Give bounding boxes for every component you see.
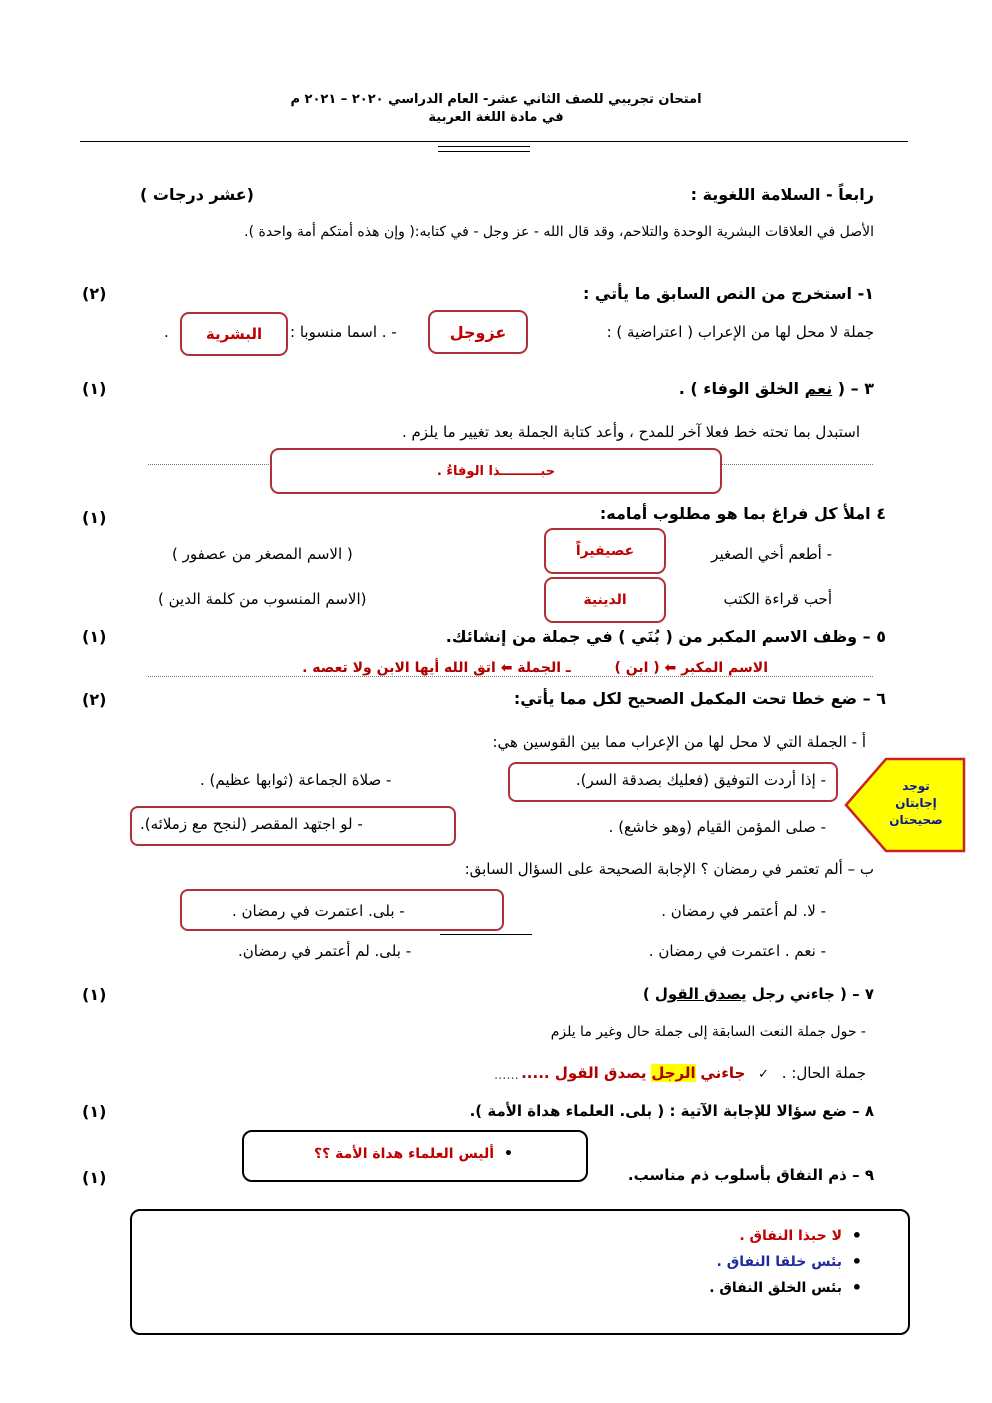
- q3-answer: حبـــــــــذا الوفاءُ .: [436, 463, 556, 479]
- q4-answer2-box: [544, 577, 666, 623]
- section-marks: (عشر درجات ): [140, 185, 254, 204]
- q3-title: [679, 379, 874, 398]
- q3-title-underlined: نعم: [804, 379, 833, 398]
- q5-answer-label2: ـ الجملة: [517, 660, 571, 676]
- q3-title-pre: ٣ – (: [837, 379, 874, 398]
- q6-a-option-2: - صلاة الجماعة (ثوابها عظيم) .: [200, 771, 392, 789]
- q8-answer: [314, 1146, 513, 1162]
- q7-title-underlined: يصدق القول: [654, 985, 747, 1003]
- q6-a-prompt: أ - الجملة التي لا محل لها من الإعراب مما بين القوسين هي:: [492, 733, 866, 751]
- q4-hint2: (الاسم المنسوب من كلمة الدين ): [158, 590, 367, 608]
- q1-answer-b-box: [180, 312, 288, 356]
- q9-answer-list: [709, 1223, 868, 1301]
- q7-title-post: ): [642, 985, 655, 1003]
- q7-answer-word-2: الرجل: [651, 1064, 696, 1082]
- q9-answer-item: • بئس الخلق النفاق .: [709, 1275, 868, 1301]
- q8-bullet-icon: •: [504, 1146, 513, 1162]
- section-passage: الأصل في العلاقات البشرية الوحدة والتلاحم، وقد قال الله - عز وجل - في كتابه:( وإن هذه أمتكم أمة واحدة ).: [244, 224, 874, 240]
- q5-arrow-2-icon: ⬅: [500, 660, 513, 676]
- q7-instruction: - حول جملة النعت السابقة إلى جملة حال وغير ما يلزم: [550, 1024, 866, 1040]
- header-divider: [80, 141, 908, 142]
- q6-marks: (٢): [82, 690, 107, 709]
- q3-instruction: استبدل بما تحته خط فعلا آخر للمدح ، وأعد كتابة الجملة بعد تغيير ما يلزم .: [401, 423, 860, 441]
- q1-line-b: - . اسما منسوبا :: [290, 323, 397, 341]
- q6-a-option-3: - صلى المؤمن القيام (وهو خاشع) .: [608, 818, 826, 836]
- q1-answer-b: البشرية: [205, 325, 263, 343]
- q9-title: ٩ – ذم النفاق بأسلوب ذم مناسب.: [627, 1166, 874, 1184]
- q4-marks: (١): [82, 508, 107, 527]
- header-divider-short-2: [438, 151, 530, 152]
- q5-answer-word: ( ابن ): [614, 660, 660, 676]
- q1-answer-a-box: [428, 310, 528, 354]
- section-title: رابعاً - السلامة اللغوية :: [690, 185, 874, 204]
- q6-b-prompt: ب – ألم تعتمر في رمضان ؟ الإجابة الصحيحة على السؤال السابق:: [464, 860, 874, 878]
- q5-arrow-1-icon: ⬅: [664, 660, 677, 676]
- q6-b-option-1: - لا. لم أعتمر في رمضان .: [661, 902, 826, 920]
- q6-b-option-4: - بلى. لم أعتمر في رمضان.: [238, 942, 412, 960]
- q5-answer-label1: الاسم المكبر: [681, 660, 768, 676]
- q7-title-pre: ٧ – ( جاءني رجل: [746, 985, 874, 1003]
- q9-answer-item: • لا حبذا النفاق .: [709, 1223, 868, 1249]
- q5-title: ٥ – وظف الاسم المكبر من ( بُنَي ) في جملة من إنشائك.: [445, 627, 886, 646]
- q4-answer1: عصيفيراً: [575, 543, 635, 559]
- q4-title: ٤ املأ كل فراغ بما هو مطلوب أمامه:: [599, 504, 886, 523]
- q6-b-option-2: - بلى. اعتمرت في رمضان .: [232, 902, 405, 920]
- q1-marks: (٢): [82, 284, 107, 303]
- q9-answer-box: [130, 1209, 910, 1335]
- q7-dots: ......: [494, 1068, 519, 1083]
- q3-marks: (١): [82, 379, 107, 398]
- q7-answer-word-3: يصدق القول .....: [521, 1064, 647, 1082]
- q4-answer2: الدينية: [583, 592, 627, 608]
- q9-marks: (١): [82, 1168, 107, 1187]
- q4-answer1-box: [544, 528, 666, 574]
- q3-answer-box: [270, 448, 722, 494]
- q7-label: جملة الحال: .: [781, 1064, 866, 1082]
- q3-title-post: الخلق الوفاء ) .: [678, 379, 800, 398]
- q6-b-underline: [440, 934, 532, 935]
- q6-a-option-4: - لو اجتهد المقصر (لنجح مع زملائه).: [140, 815, 363, 833]
- q7-answer-word-1: جاءني: [700, 1064, 746, 1082]
- q7-title: [643, 985, 874, 1003]
- exam-title: امتحان تجريبي للصف الثاني عشر- العام الدراسي ٢٠٢٠ – ٢٠٢١ م: [290, 92, 702, 107]
- exam-subject: في مادة اللغة العربية: [428, 110, 564, 125]
- q8-title: ٨ – ضع سؤالا للإجابة الآتية : ( بلى. العلماء هداة الأمة ).: [469, 1102, 874, 1120]
- q4-line2: أحب قراءة الكتب: [723, 590, 832, 608]
- header-divider-short: [438, 146, 530, 147]
- q1-line-a: جملة لا محل لها من الإعراب ( اعتراضية ) :: [606, 323, 874, 341]
- q9-answer-item: • بئس خلقا النفاق .: [709, 1249, 868, 1275]
- q6-title: ٦ – ضع خطا تحت المكمل الصحيح لكل مما يأتي:: [513, 689, 886, 708]
- q5-answer-sentence: اتق الله أيها الابن ولا تعصه .: [302, 660, 496, 676]
- q6-b-option-3: - نعم . اعتمرت في رمضان .: [648, 942, 826, 960]
- q8-marks: (١): [82, 1102, 107, 1121]
- q7-marks: (١): [82, 985, 107, 1004]
- q1-answer-a: عزوجل: [449, 322, 507, 342]
- q7-answer-line: [521, 1064, 866, 1082]
- q6-a-option-1: - إذا أردت التوفيق (فعليك بصدقة السر).: [575, 771, 826, 789]
- q4-hint1: ( الاسم المصغر من عصفور ): [172, 545, 353, 563]
- q8-answer-text: أليس العلماء هداة الأمة ؟؟: [314, 1146, 495, 1162]
- q4-line1: - أطعم أخي الصغير: [711, 545, 832, 563]
- check-icon: ✓: [758, 1067, 770, 1082]
- q5-dots: [148, 676, 873, 677]
- q6-note: توجد إجابتان صحيحتان: [889, 779, 943, 827]
- q5-marks: (١): [82, 627, 107, 646]
- q1-title: ١- استخرج من النص السابق ما يأتي :: [582, 284, 874, 303]
- q1-end: .: [164, 323, 169, 341]
- q5-answer: [302, 660, 768, 676]
